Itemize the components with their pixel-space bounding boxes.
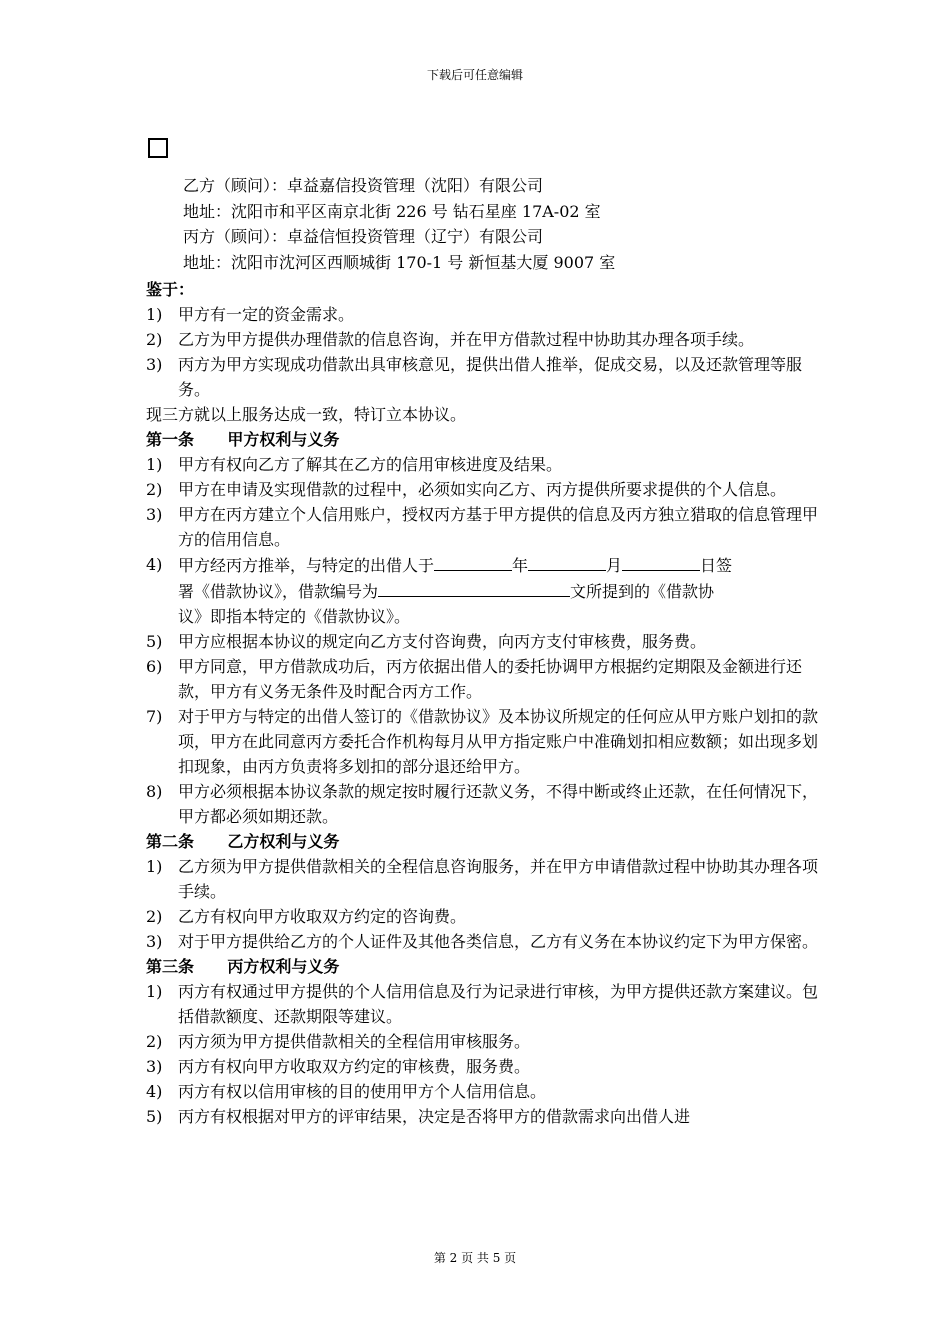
item-text: 甲方有一定的资金需求。 bbox=[178, 305, 355, 324]
list-item bbox=[146, 1054, 821, 1079]
month-label: 月 bbox=[606, 556, 623, 575]
item-number: 3) bbox=[146, 932, 163, 951]
list-item bbox=[146, 704, 821, 779]
item-number: 1) bbox=[146, 857, 163, 876]
list-item bbox=[146, 477, 821, 502]
item4-part2: 署《借款协议》，借款编号为 bbox=[178, 582, 379, 601]
item-text: 乙方为甲方提供办理借款的信息咨询，并在甲方借款过程中协助其办理各项手续。 bbox=[178, 330, 755, 349]
party-b-name: 乙方（顾问）：卓益嘉信投资管理（沈阳）有限公司 bbox=[183, 176, 544, 195]
list-item bbox=[146, 779, 821, 829]
article3-list bbox=[146, 979, 821, 1129]
blank-loan-number-field[interactable] bbox=[378, 578, 570, 597]
list-item bbox=[146, 654, 821, 704]
list-item bbox=[146, 302, 821, 327]
page-footer: 第 2 页 共 5 页 bbox=[433, 1251, 517, 1265]
item-text: 丙方有权根据对甲方的评审结果，决定是否将甲方的借款需求向出借人进 bbox=[178, 1107, 691, 1126]
list-item bbox=[146, 929, 821, 954]
item-number: 3) bbox=[146, 1057, 163, 1076]
whereas-list bbox=[146, 302, 821, 402]
item-text: 甲方有权向乙方了解其在乙方的信用审核进度及结果。 bbox=[178, 455, 563, 474]
item-text: 甲方必须根据本协议条款的规定按时履行还款义务，不得中断或终止还款，在任何情况下，甲方都必须如期还款。 bbox=[178, 782, 819, 826]
item-number: 3) bbox=[146, 505, 163, 524]
year-label: 年 bbox=[512, 556, 529, 575]
item-text: 乙方须为甲方提供借款相关的全程信息咨询服务，并在甲方申请借款过程中协助其办理各项手续。 bbox=[178, 857, 819, 901]
item-number: 3) bbox=[146, 355, 163, 374]
party-c-address: 地址：沈阳市沈河区西顺城街 170-1 号 新恒基大厦 9007 室 bbox=[183, 253, 616, 272]
item-number: 2) bbox=[146, 1032, 163, 1051]
item-number: 1) bbox=[146, 455, 163, 474]
item-text: 丙方须为甲方提供借款相关的全程信用审核服务。 bbox=[178, 1032, 531, 1051]
list-item bbox=[146, 1079, 821, 1104]
day-label: 日签 bbox=[700, 556, 733, 575]
list-item bbox=[146, 552, 821, 629]
item-text: 丙方有权通过甲方提供的个人信用信息及行为记录进行审核，为甲方提供还款方案建议。包括借款额度、还款期限等建议。 bbox=[178, 982, 819, 1026]
article3-heading: 第三条 丙方权利与义务 bbox=[146, 957, 340, 976]
item-number: 7) bbox=[146, 707, 163, 726]
item4-part4: 议》即指本特定的《借款协议》。 bbox=[178, 607, 411, 626]
list-item bbox=[146, 1104, 821, 1129]
item-number: 5) bbox=[146, 632, 163, 651]
item-number: 8) bbox=[146, 782, 163, 801]
blank-year-field[interactable] bbox=[434, 552, 512, 571]
party-b-address: 地址：沈阳市和平区南京北街 226 号 钻石星座 17A-02 室 bbox=[183, 202, 601, 221]
page-header: 下载后可任意编辑 bbox=[426, 68, 523, 82]
item-text: 对于甲方与特定的出借人签订的《借款协议》及本协议所规定的任何应从甲方账户划扣的款项，甲方在此同意丙方委托合作机构每月从甲方指定账户中准确划扣相应数额；如出现多划扣现象，由丙方负责将多划扣的部分退还给甲方。 bbox=[178, 707, 819, 776]
list-item bbox=[146, 979, 821, 1029]
item-number: 1) bbox=[146, 982, 163, 1001]
list-item bbox=[146, 1029, 821, 1054]
item-number: 4) bbox=[146, 555, 163, 574]
item-number: 6) bbox=[146, 657, 163, 676]
item4-part1: 甲方经丙方推举，与特定的出借人于 bbox=[178, 556, 435, 575]
list-item bbox=[146, 352, 821, 402]
list-item bbox=[146, 327, 821, 352]
article2-heading: 第二条 乙方权利与义务 bbox=[146, 832, 340, 851]
item-number: 2) bbox=[146, 907, 163, 926]
item4-part3: 文所提到的《借款协 bbox=[570, 582, 715, 601]
item-text: 甲方同意，甲方借款成功后，丙方依据出借人的委托协调甲方根据约定期限及金额进行还款，甲方有义务无条件及时配合丙方工作。 bbox=[178, 657, 803, 701]
item-text: 甲方在申请及实现借款的过程中，必须如实向乙方、丙方提供所要求提供的个人信息。 bbox=[178, 480, 787, 499]
list-item bbox=[146, 629, 821, 654]
blank-day-field[interactable] bbox=[622, 552, 700, 571]
item-text: 甲方应根据本协议的规定向乙方支付咨询费，向丙方支付审核费，服务费。 bbox=[178, 632, 707, 651]
checkbox[interactable] bbox=[148, 138, 168, 158]
item-number: 1) bbox=[146, 305, 163, 324]
item-number: 2) bbox=[146, 330, 163, 349]
blank-month-field[interactable] bbox=[528, 552, 606, 571]
item-text: 乙方有权向甲方收取双方约定的咨询费。 bbox=[178, 907, 467, 926]
item-text: 丙方为甲方实现成功借款出具审核意见，提供出借人推举，促成交易，以及还款管理等服务。 bbox=[178, 355, 803, 399]
item-text: 对于甲方提供给乙方的个人证件及其他各类信息，乙方有义务在本协议约定下为甲方保密。 bbox=[178, 932, 819, 951]
item-text: 丙方有权向甲方收取双方约定的审核费，服务费。 bbox=[178, 1057, 531, 1076]
article2-list bbox=[146, 854, 821, 954]
item-number: 4) bbox=[146, 1082, 163, 1101]
item-text: 甲方在丙方建立个人信用账户，授权丙方基于甲方提供的信息及丙方独立猎取的信息管理甲方的信用信息。 bbox=[178, 505, 819, 549]
item-text bbox=[178, 552, 821, 629]
agreement-body bbox=[146, 277, 821, 1129]
item-number: 2) bbox=[146, 480, 163, 499]
list-item bbox=[146, 502, 821, 552]
item-number: 5) bbox=[146, 1107, 163, 1126]
list-item bbox=[146, 452, 821, 477]
party-c-name: 丙方（顾问）：卓益信恒投资管理（辽宁）有限公司 bbox=[183, 227, 544, 246]
list-item bbox=[146, 854, 821, 904]
item-text: 丙方有权以信用审核的目的使用甲方个人信用信息。 bbox=[178, 1082, 547, 1101]
article1-heading: 第一条 甲方权利与义务 bbox=[146, 430, 340, 449]
article1-list bbox=[146, 452, 821, 829]
whereas-conclusion: 现三方就以上服务达成一致，特订立本协议。 bbox=[146, 405, 467, 424]
whereas-heading: 鉴于： bbox=[146, 280, 195, 299]
list-item bbox=[146, 904, 821, 929]
